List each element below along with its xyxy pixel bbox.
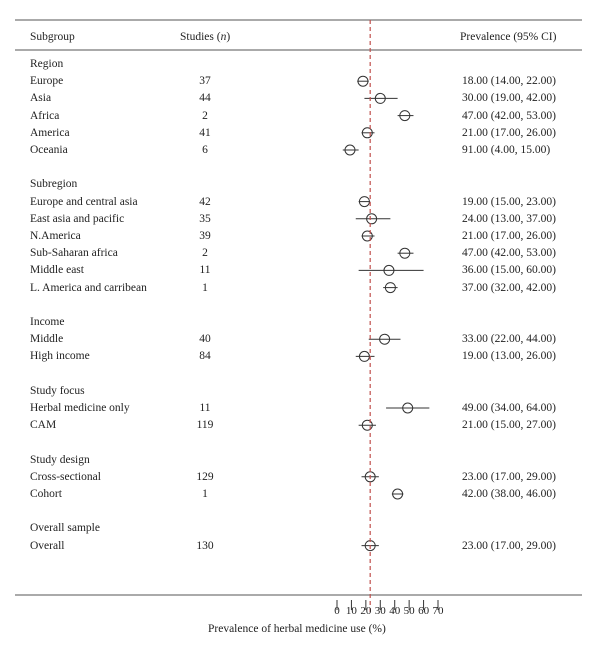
row-label: Cross-sectional [30,470,101,483]
row-label: L. America and carribean [30,281,147,294]
row-studies: 41 [199,126,211,139]
row-studies: 119 [196,419,214,432]
group-title: Overall sample [30,522,100,535]
row-studies: 11 [199,402,211,414]
row-ci-text: 21.00 (15.00, 27.00) [462,419,556,432]
row-ci-text: 19.00 (15.00, 23.00) [462,195,556,208]
header-studies-n: n [220,31,227,43]
header-studies-close: ) [226,31,231,43]
row-studies: 2 [202,247,208,260]
row-ci-text: 37.00 (32.00, 42.00) [462,281,556,294]
row-ci-text: 23.00 (17.00, 29.00) [462,539,556,552]
row-studies: 84 [199,350,211,363]
row-ci-text: 21.00 (17.00, 26.00) [462,230,556,242]
row-studies: 11 [199,264,211,277]
row-label: America [30,126,70,139]
row-label: CAM [30,419,57,432]
row-studies: 2 [202,109,208,122]
row-ci-text: 24.00 (13.00, 37.00) [462,212,556,225]
x-tick-label: 70 [432,605,444,617]
row-label: Herbal medicine only [30,402,130,414]
group-title: Income [30,316,65,328]
x-tick-label: 0 [334,605,340,617]
row-studies: 1 [202,281,208,294]
row-studies: 44 [199,92,211,105]
x-axis-label: Prevalence of herbal medicine use (%) [208,623,386,635]
row-studies: 35 [199,212,211,225]
x-tick-label: 50 [403,605,415,617]
row-ci-text: 30.00 (19.00, 42.00) [462,92,556,105]
row-ci-text: 23.00 (17.00, 29.00) [462,470,556,483]
row-label: Middle east [30,264,84,277]
row-ci-text: 91.00 (4.00, 15.00) [462,144,551,156]
header-studies-label: Studies ( [180,31,221,43]
row-label: Europe and central asia [30,195,138,208]
row-studies: 1 [202,488,208,500]
row-label: Africa [30,109,60,122]
row-studies: 129 [196,470,214,483]
row-studies: 42 [199,195,211,208]
row-label: Middle [30,333,64,346]
row-label: High income [30,350,90,363]
row-ci-text: 21.00 (17.00, 26.00) [462,126,556,139]
row-studies: 40 [199,333,211,346]
row-label: Asia [30,92,52,105]
x-tick-label: 10 [345,605,357,617]
row-ci-text: 36.00 (15.00, 60.00) [462,264,556,277]
row-ci-text: 49.00 (34.00, 64.00) [462,402,556,414]
group-title: Region [30,58,64,70]
row-ci-text: 42.00 (38.00, 46.00) [462,488,556,500]
row-studies: 6 [202,144,208,156]
row-label: N.America [30,230,81,242]
row-label: Sub-Saharan africa [30,247,118,260]
group-title: Study focus [30,384,85,397]
row-label: Overall [30,539,65,552]
row-label: East asia and pacific [30,212,125,225]
x-tick-label: 60 [418,605,430,617]
row-ci-text: 18.00 (14.00, 22.00) [462,75,556,88]
group-title: Study design [30,453,90,466]
row-studies: 37 [199,75,211,88]
row-ci-text: 33.00 (22.00, 44.00) [462,333,556,346]
group-title: Subregion [30,178,78,191]
x-tick-label: 20 [360,605,372,617]
x-tick-label: 40 [389,605,401,617]
row-ci-text: 47.00 (42.00, 53.00) [462,109,556,122]
header-subgroup: Subgroup [30,31,75,43]
row-studies: 130 [196,539,214,552]
header-studies [180,30,230,44]
row-label: Cohort [30,488,62,500]
row-ci-text: 19.00 (13.00, 26.00) [462,350,556,363]
row-studies: 39 [199,230,211,242]
row-label: Oceania [30,144,68,156]
row-ci-text: 47.00 (42.00, 53.00) [462,247,556,260]
header-prevalence: Prevalence (95% CI) [460,31,557,43]
row-label: Europe [30,75,64,88]
x-tick-label: 30 [374,605,386,617]
